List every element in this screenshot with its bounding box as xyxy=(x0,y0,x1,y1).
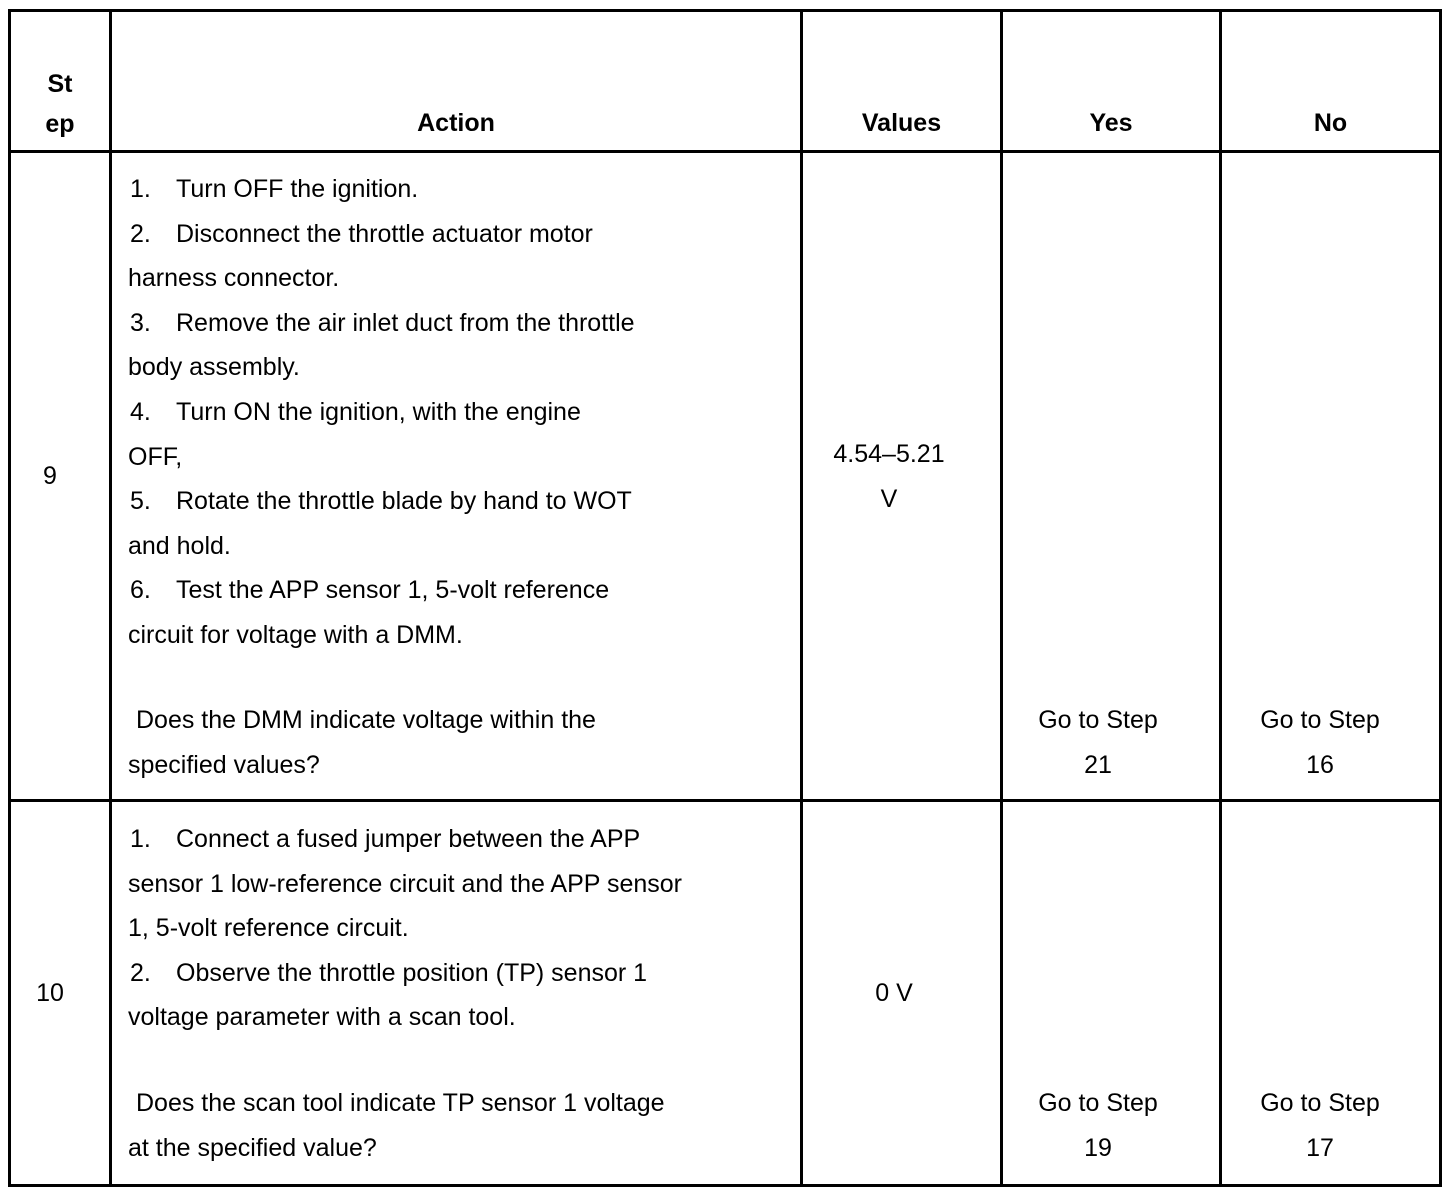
step-number: 9 xyxy=(43,462,57,490)
row-divider xyxy=(8,799,1442,802)
action-item-continuation: circuit for voltage with a DMM. xyxy=(128,620,463,649)
specified-value: 4.54–5.21 V xyxy=(833,440,945,513)
column-divider-values xyxy=(1000,9,1003,1187)
action-item: 6. Test the APP sensor 1, 5-volt reference xyxy=(130,576,610,605)
action-item: 4. Turn ON the ignition, with the engine xyxy=(130,397,581,426)
action-list xyxy=(128,167,788,658)
header-values: Values xyxy=(861,109,942,137)
diagnostic-table xyxy=(8,9,1442,1187)
table-border-right xyxy=(1439,9,1442,1187)
header-yes: Yes xyxy=(1089,109,1133,137)
no-go-to-step: Go to Step 16 xyxy=(1260,706,1380,779)
action-item-continuation: sensor 1 low-reference circuit and the APP sensor xyxy=(128,869,682,898)
table-border-bottom xyxy=(8,1184,1442,1187)
action-item-continuation: voltage parameter with a scan tool. xyxy=(128,1003,516,1032)
yes-go-to-step: Go to Step 21 xyxy=(1038,706,1158,779)
action-item: 5. Rotate the throttle blade by hand to WOT xyxy=(130,487,632,516)
yes-go-to-step: Go to Step 19 xyxy=(1038,1089,1158,1162)
column-divider-yes xyxy=(1219,9,1222,1187)
step-number: 10 xyxy=(36,979,64,1007)
no-go-to-step: Go to Step 17 xyxy=(1260,1089,1380,1162)
header-no: No xyxy=(1313,109,1348,137)
action-list xyxy=(128,817,788,1040)
column-divider-step xyxy=(109,9,112,1187)
action-item: 1. Turn OFF the ignition. xyxy=(130,175,419,203)
action-item: 1. Connect a fused jumper between the APP xyxy=(130,825,641,853)
action-item: 2. Observe the throttle position (TP) sensor 1 xyxy=(130,958,648,987)
action-item-continuation: OFF, xyxy=(128,442,183,471)
specified-value: 0 V xyxy=(875,979,913,1007)
header-step: St ep xyxy=(45,70,75,138)
action-item-continuation: 1, 5-volt reference circuit. xyxy=(128,914,409,943)
action-item-continuation: body assembly. xyxy=(128,353,300,382)
header-action: Action xyxy=(417,109,495,137)
action-question: Does the DMM indicate voltage within the specified values? xyxy=(128,706,596,779)
header-divider xyxy=(8,150,1442,153)
action-item: 2. Disconnect the throttle actuator motor xyxy=(130,219,593,248)
action-item: 3. Remove the air inlet duct from the throttle xyxy=(130,308,635,337)
action-item-continuation: harness connector. xyxy=(128,264,340,293)
action-item-continuation: and hold. xyxy=(128,531,231,560)
table-border-top xyxy=(8,9,1442,12)
action-question: Does the scan tool indicate TP sensor 1 voltage at the specified value? xyxy=(128,1089,665,1162)
